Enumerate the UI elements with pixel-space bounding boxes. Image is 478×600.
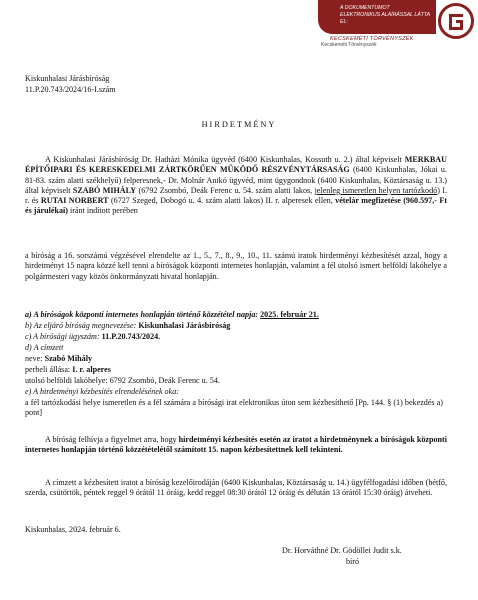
- stamp-banner-line1: A DOKUMENTUMOT: [340, 5, 390, 11]
- role-value: I. r. alperes: [72, 365, 111, 374]
- intro-text-2: (6400 Kiskunhalas, Jókai u. 81-83. szám alatti székhelyű) felperesnek,- Dr. Molnár Anikó ügyvéd, mint ügygondnok (6400 Kiskunhalas, Köztársaság u. 13.) által képviselt: [25, 165, 447, 195]
- notice-text: A bíróság felhívja a figyelmet arra, hogy: [45, 435, 179, 444]
- item-c: [25, 332, 160, 342]
- item-a: [25, 310, 455, 320]
- e-signature-stamp: [318, 0, 478, 60]
- intro-text-3: (6792 Zsombó, Deák Ferenc u. 54. szám alatti lakos,: [136, 185, 315, 195]
- intro-text-4: ) I. r. és: [25, 185, 447, 206]
- name-value: Szabó Mihály: [44, 354, 93, 363]
- intro-paragraph: [25, 155, 447, 217]
- plaintiff-name: MERKBAU ÉPÍTŐIPARI ÉS KERESKEDELMI ZÁRTKÖRŰEN MŰKÖDŐ RÉSZVÉNYTÁRSASÁG: [25, 155, 447, 175]
- defendant-1-name: SZABÓ MIHÁLY: [72, 185, 137, 195]
- stamp-court-name: Kecskeméti Törvényszék: [321, 42, 377, 48]
- item-e-text: a fél tartózkodási helye ismeretlen és a fél számára a bírósági irat elektronikus úton sem kézbesíthető [Pp. 144. § (1) bekezdés a) pont]: [25, 398, 443, 418]
- name-label: neve:: [25, 354, 45, 363]
- page-title: HIRDETMÉNY: [201, 120, 277, 129]
- role-label: perbeli állása:: [25, 365, 73, 374]
- item-d-name: [25, 354, 92, 364]
- item-a-label: a) A bíróságok központi internetes honlapján történő közzététel napja:: [25, 310, 261, 319]
- item-d-role: [25, 365, 111, 375]
- case-number: 11.P.20.743/2024/16-I.szám: [25, 85, 116, 94]
- claim-subject: vételár megfizetése (960.597,- Ft és járulékai): [25, 196, 448, 216]
- item-d-label: d) A címzett: [25, 343, 64, 352]
- stamp-banner-line2: ELEKTRONIKUS ALÁÍRÁSSAL LÁTTA EL:: [340, 12, 430, 25]
- publication-date: 2025. február 21.: [260, 310, 319, 319]
- signature-title: bíró: [346, 557, 360, 566]
- signature-name: Dr. Horváthné Dr. Gödöllei Judit s.k.: [282, 546, 402, 555]
- court-name: Kiskunhalasi Járásbíróság: [25, 74, 110, 83]
- item-b-label: b) Az eljáró bíróság megnevezése:: [25, 321, 139, 330]
- item-e-label: e) A hirdetményi kézbesítés elrendelésének oka:: [25, 387, 179, 396]
- stamp-banner: [318, 0, 436, 34]
- notice-paragraph: [25, 435, 447, 456]
- court-value: Kiskunhalasi Járásbíróság: [138, 321, 231, 330]
- item-c-label: c) A bírósági ügyszám:: [25, 332, 102, 341]
- notice-bold-text: hirdetményi kézbesítés esetén az iratot a hirdetménynek a bíróságok központi internetes honlapján történő közzétételétől számított 15. napon kézbesítettnek kell tekinteni.: [25, 435, 447, 455]
- order-paragraph: a bíróság a 16. sorszámú végzésével elrendelte az 1., 5., 7., 8., 9., 10., 11. számú iratok hirdetményi kézbesítését azzal, hogy a hirdetményt 15 napra közzé kell tenni a bíróságok központi internetes honlapján, valamint a fél utolsó ismert belföldi lakóhelye a polgármesteri vagy közös önkormányzati hivatal honlapján.: [25, 251, 447, 281]
- unknown-location-text: jelenleg ismeretlen helyen tartózkodó: [314, 185, 438, 195]
- intro-text-1: A Kiskunhalasi Járásbíróság Dr. Hatházi Mónika ügyvéd (6400 Kiskunhalas, Kossuth u. 2.) által képviselt: [45, 155, 405, 164]
- intro-text-6: iránt indított perében: [67, 206, 138, 216]
- date-place: Kiskunhalas, 2024. február 6.: [25, 525, 121, 534]
- item-d-address: utolsó belföldi lakóhelye: 6792 Zsombó, Deák Ferenc u. 54.: [25, 376, 220, 385]
- pickup-paragraph: A címzett a kézbesített iratot a bíróság kezelőirodáján (6400 Kiskunhalas, Köztársaság u. 14.) ügyfélfogadási időben (hétfő, szerda, csütörtök, péntek reggel 9 órától 11 óráig, kedd reggel 08:30 órától 12 óráig és délután 13 órától 15:30 óráig) átveheti.: [25, 478, 447, 498]
- court-logo-icon: [438, 3, 474, 39]
- intro-text-5: (6727 Szeged, Dobogó u. 4. szám alatti lakos) II. r. alperesek ellen,: [108, 196, 336, 206]
- item-b: [25, 321, 230, 331]
- case-number-value: 11.P.20.743/2024.: [101, 332, 161, 341]
- stamp-court-caps: KECSKEMÉTI TÖRVÉNYSZÉK: [330, 36, 414, 42]
- defendant-2-name: RUTAI NORBERT: [40, 196, 109, 206]
